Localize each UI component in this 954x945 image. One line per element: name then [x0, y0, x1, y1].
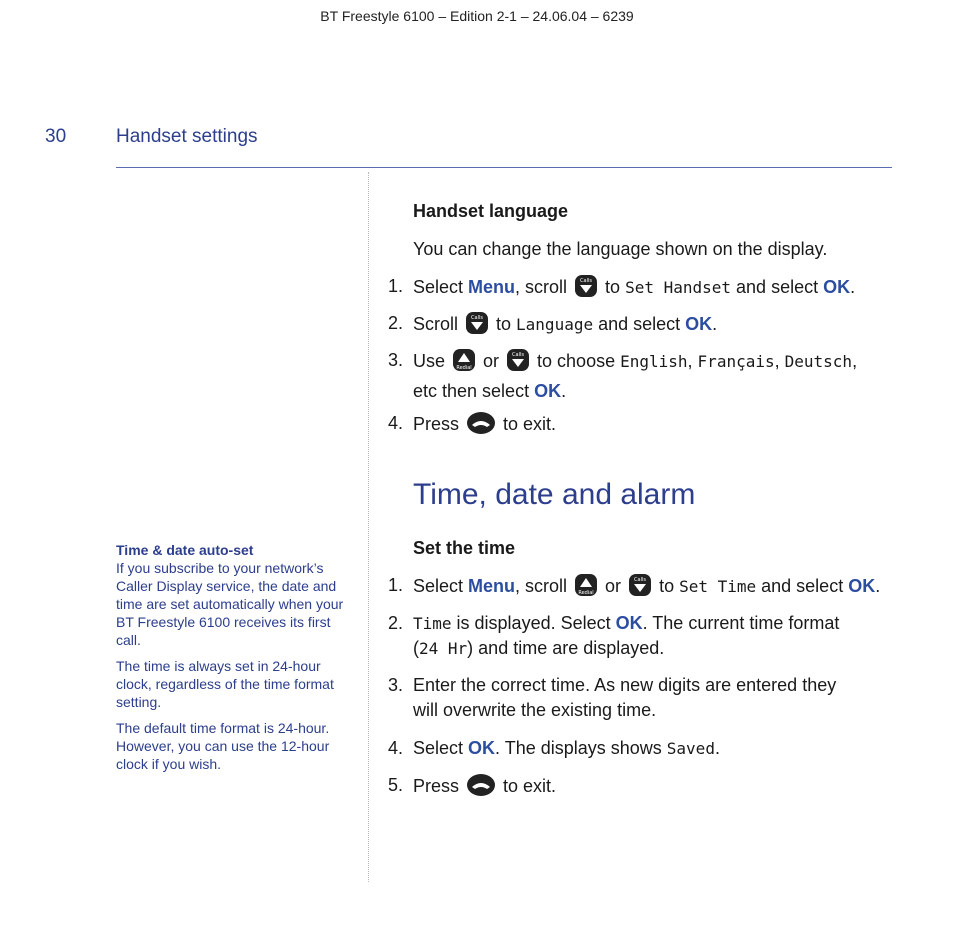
redial-up-icon [574, 573, 598, 604]
step-number: 1. [388, 276, 404, 296]
sidebar-paragraph-1: If you subscribe to your network’s Caller Display service, the date and time are set automatically when your BT Freestyle 6100 receives its first call. [116, 560, 344, 648]
end-call-icon [466, 773, 496, 804]
redial-up-icon [452, 348, 476, 379]
document-header: BT Freestyle 6100 – Edition 2-1 – 24.06.04 – 6239 [320, 8, 634, 24]
display-text: Deutsch [784, 352, 853, 371]
sidebar-paragraph-3: The default time format is 24-hour. However, you can use the 12-hour clock if you wish. [116, 720, 330, 772]
step-number: 3. [388, 675, 404, 695]
calls-down-icon [506, 348, 530, 379]
step-number: 4. [388, 738, 404, 758]
ok-keyword: OK [685, 314, 713, 334]
language-step-3: 3. Use Redial or Calls to choose English, Français, Deutsch, etc then select OK. [388, 350, 858, 401]
handset-language-intro: You can change the language shown on the display. [413, 239, 828, 259]
language-step-1: 1. Select Menu, scroll Calls to Set Handset and select OK. [388, 274, 888, 305]
sidebar-paragraph-2: The time is always set in 24-hour clock, regardless of the time format setting. [116, 658, 334, 710]
page-number: 30 [45, 126, 67, 147]
svg-text:Calls: Calls [512, 352, 525, 358]
svg-text:Calls: Calls [580, 278, 593, 284]
svg-text:Redial: Redial [578, 590, 594, 596]
display-text: 24 Hr [419, 639, 468, 658]
display-text: Time [413, 614, 452, 633]
column-divider [368, 172, 369, 882]
svg-text:Calls: Calls [634, 577, 647, 583]
set-time-heading: Set the time [413, 538, 516, 558]
menu-keyword: Menu [468, 277, 516, 297]
time-step-1: 1. Select Menu, scroll Redial or Calls to Set Time and select OK. [388, 573, 888, 604]
menu-keyword: Menu [468, 576, 516, 596]
svg-text:Calls: Calls [471, 315, 483, 321]
time-step-2: 2. Time is displayed. Select OK. The current time format (24 Hr) and time are displayed. [388, 613, 840, 658]
calls-down-icon [628, 573, 652, 604]
language-step-2: 2. Scroll Calls to Language and select OK. [388, 311, 888, 342]
time-step-4: 4. Select OK. The displays shows Saved. [388, 736, 888, 761]
header-rule [116, 167, 892, 168]
end-call-icon [466, 411, 496, 442]
time-step-5: 5. Press to exit. [388, 773, 888, 804]
ok-keyword: OK [468, 738, 496, 758]
sidebar-note [116, 541, 352, 781]
display-text: English [620, 352, 688, 371]
step-number: 3. [388, 350, 404, 370]
section-title: Handset settings [116, 126, 258, 147]
display-text: Saved [666, 739, 715, 758]
handset-language-heading: Handset language [413, 201, 569, 221]
step-number: 5. [388, 775, 404, 795]
step-number: 2. [388, 313, 404, 333]
calls-down-icon [465, 311, 489, 342]
time-step-3: 3. Enter the correct time. As new digits are entered they will overwrite the existing time. [388, 675, 837, 720]
ok-keyword: OK [823, 277, 851, 297]
svg-text:Redial: Redial [456, 365, 472, 371]
step-number: 4. [388, 413, 404, 433]
display-text: Français [697, 352, 775, 371]
display-text: Set Handset [625, 278, 732, 297]
time-date-alarm-title: Time, date and alarm [413, 478, 696, 511]
display-text: Set Time [679, 577, 757, 596]
step-number: 2. [388, 613, 404, 633]
sidebar-heading: Time & date auto-set [116, 542, 254, 558]
language-step-4: 4. Press to exit. [388, 411, 888, 442]
ok-keyword: OK [615, 613, 643, 633]
step-number: 1. [388, 575, 404, 595]
ok-keyword: OK [534, 381, 562, 401]
display-text: Language [516, 315, 594, 334]
calls-down-icon [574, 274, 598, 305]
ok-keyword: OK [848, 576, 876, 596]
